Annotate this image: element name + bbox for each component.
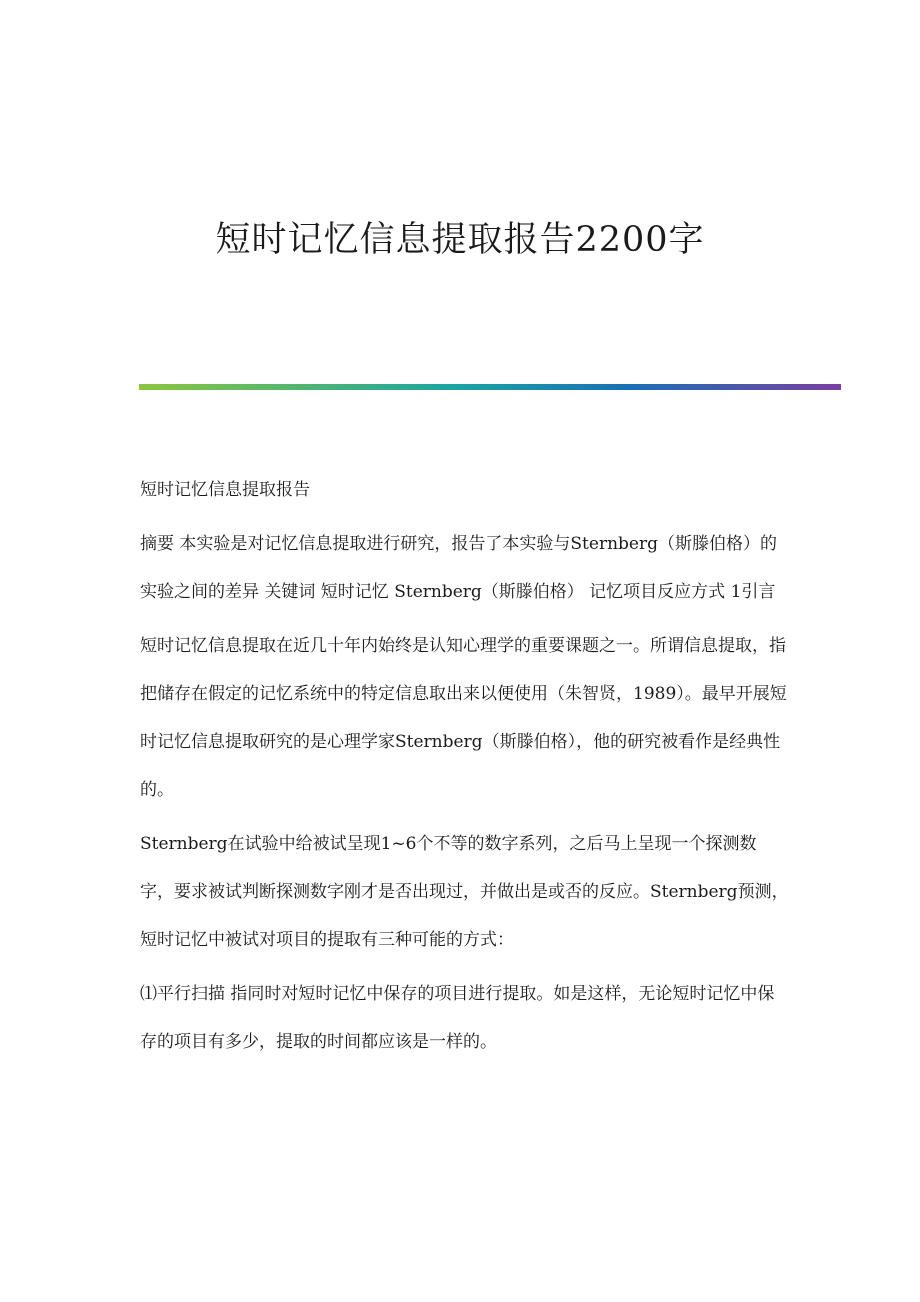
abstract-paragraph: 摘要 本实验是对记忆信息提取进行研究，报告了本实验与Sternberg（斯滕伯格）的实验之间的差异 关键词 短时记忆 Sternberg（斯滕伯格） 记忆项目反应方式 1引言	[140, 534, 777, 602]
parallel-scan-paragraph: ⑴平行扫描 指同时对短时记忆中保存的项目进行提取。如是这样，无论短时记忆中保存的项目有多少，提取的时间都应该是一样的。	[140, 984, 775, 1052]
page-title: 短时记忆信息提取报告2200字	[215, 220, 705, 260]
subtitle-paragraph: 短时记忆信息提取报告	[140, 480, 310, 500]
experiment-paragraph: Sternberg在试验中给被试呈现1~6个不等的数字系列，之后马上呈现一个探测数字，要求被试判断探测数字刚才是否出现过，并做出是或否的反应。Sternberg预测，短时记忆中被试对项目的提取有三种可能的方式：	[140, 834, 789, 950]
title-divider	[139, 384, 841, 390]
document-body	[140, 466, 790, 1066]
intro-paragraph: 短时记忆信息提取在近几十年内始终是认知心理学的重要课题之一。所谓信息提取，指把储存在假定的记忆系统中的特定信息取出来以便使用（朱智贤，1989）。最早开展短时记忆信息提取研究的是心理学家Sternberg（斯滕伯格），他的研究被看作是经典性的。	[140, 636, 787, 800]
